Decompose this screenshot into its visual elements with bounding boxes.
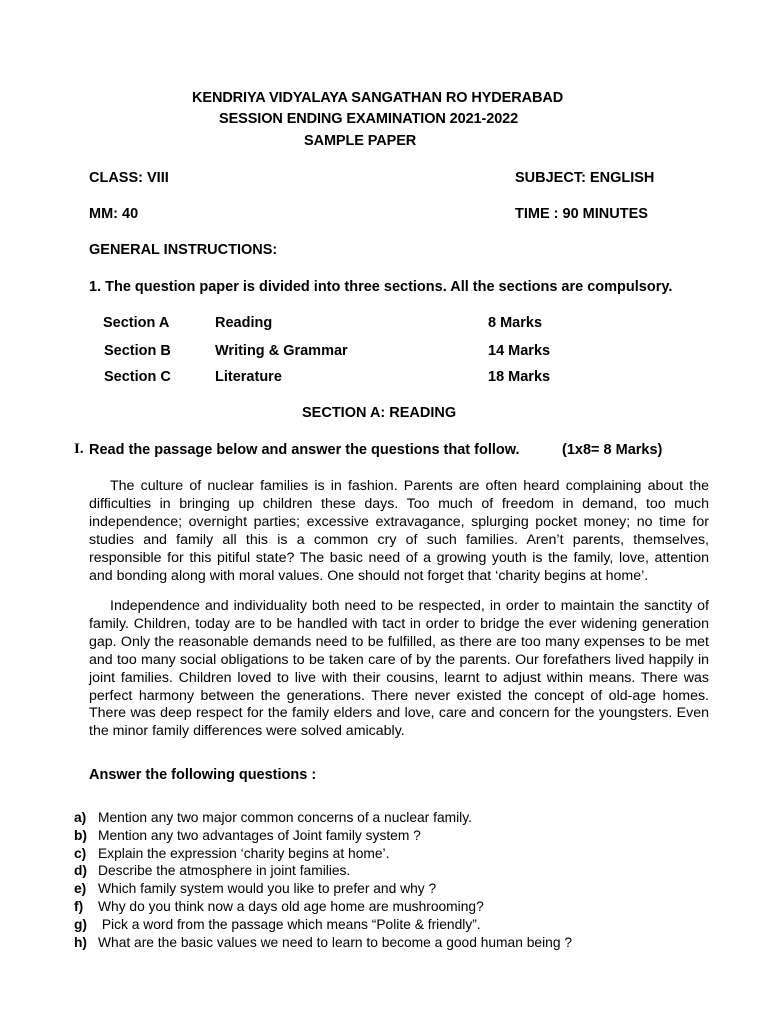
section-title: Writing & Grammar [215, 343, 348, 359]
meta-time: TIME : 90 MINUTES [515, 206, 648, 222]
question-label: c) [74, 845, 87, 861]
meta-max-marks: MM: 40 [89, 206, 139, 222]
list-item [74, 934, 572, 952]
section-title: Literature [215, 369, 282, 385]
question-item-text: Pick a word from the passage which means “Polite & friendly”. [98, 916, 481, 932]
question-item-text: Why do you think now a days old age home are mushrooming? [98, 898, 484, 914]
list-item [74, 898, 572, 916]
list-item [74, 880, 572, 898]
question-label: d) [74, 863, 88, 879]
section-marks: 18 Marks [488, 369, 551, 385]
section-marks: 14 Marks [488, 343, 551, 359]
passage-paragraph: The culture of nuclear families is in fashion. Parents are often heard complaining about the difficulties in bringing up children these days. Too much of freedom in demand, too much independence; overnight parties; excessive extravagance, splurging pocket money; no time for studies and family all this is a common cry of such families. Aren’t parents, themselves, responsible for this pitiful state? The basic need of a growing youth is the family, love, attention and bonding along with moral values. One should not forget that ‘charity begins at home’. [89, 478, 709, 584]
list-item [74, 827, 572, 845]
question-label: f) [74, 898, 84, 914]
header-paper: SAMPLE PAPER [304, 133, 417, 149]
question-item-text: Mention any two major common concerns of a nuclear family. [98, 810, 472, 825]
question-marks: (1x8= 8 Marks) [562, 442, 663, 458]
section-a-heading: SECTION A: READING [302, 405, 457, 421]
question-item-text: Mention any two advantages of Joint family system ? [98, 827, 421, 843]
question-number: I. [74, 441, 84, 457]
question-label: h) [74, 934, 88, 950]
section-name: Section C [104, 369, 171, 385]
section-title: Reading [215, 315, 273, 331]
meta-subject: SUBJECT: ENGLISH [515, 170, 655, 186]
question-item-text: What are the basic values we need to learn to become a good human being ? [98, 934, 572, 950]
question-label: a) [74, 810, 87, 825]
question-label: g) [74, 916, 88, 932]
header-org: KENDRIYA VIDYALAYA SANGATHAN RO HYDERABAD [192, 90, 564, 106]
question-item-text: Describe the atmosphere in joint families. [98, 863, 351, 879]
question-text: Read the passage below and answer the questions that follow. [89, 442, 520, 458]
answer-heading: Answer the following questions : [89, 767, 317, 783]
instruction-item: 1. The question paper is divided into three sections. All the sections are compulsory. [89, 279, 673, 295]
question-item-text: Explain the expression ‘charity begins at home’. [98, 845, 390, 861]
section-name: Section B [104, 343, 171, 359]
section-marks: 8 Marks [488, 315, 543, 331]
instructions-heading: GENERAL INSTRUCTIONS: [89, 242, 278, 258]
question-list [74, 809, 572, 951]
list-item [74, 862, 572, 880]
list-item [74, 809, 572, 827]
section-name: Section A [103, 315, 170, 331]
list-item [74, 916, 572, 934]
header-exam: SESSION ENDING EXAMINATION 2021-2022 [219, 111, 519, 127]
question-item-text: Which family system would you like to prefer and why ? [98, 881, 437, 897]
passage-paragraph: Independence and individuality both need to be respected, in order to maintain the sanctity of family. Children, today are to be handled with tact in order to bridge the ever widening generation gap. Only the reasonable demands need to be fulfilled, as there are too many expenses to be met and too many social obligations to be taken care of by the parents. Our forefathers lived happily in joint families. Children loved to live with their cousins, learnt to adjust within means. There was perfect harmony between the generations. There never existed the concept of old-age homes. There was deep respect for the family elders and love, care and concern for the youngsters. Even the minor family differences were solved amicably. [89, 598, 709, 740]
meta-class: CLASS: VIII [89, 170, 169, 186]
question-label: b) [74, 827, 88, 843]
list-item [74, 845, 572, 863]
question-label: e) [74, 881, 87, 897]
